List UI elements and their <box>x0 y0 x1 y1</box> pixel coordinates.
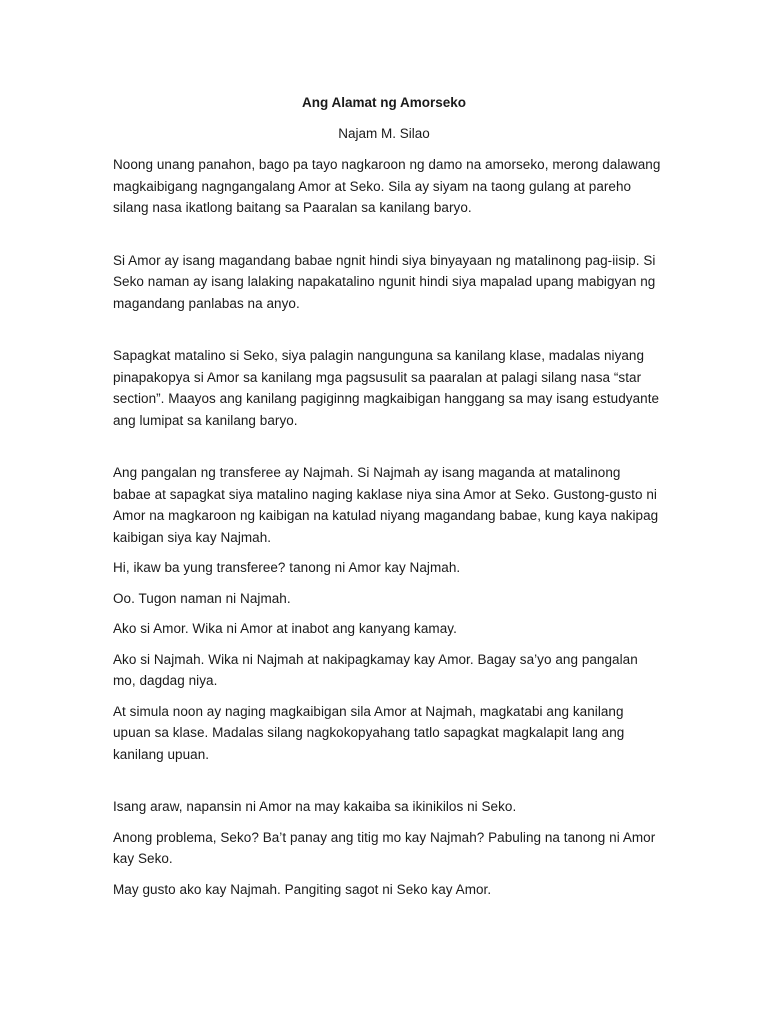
paragraph: Sapagkat matalino si Seko, siya palagin nangunguna sa kanilang klase, madalas niyang pinapakopya si Amor sa kanilang mga pagsusulit sa paaralan at palagi silang nasa “star section”. Maayos ang kanilang pagiginng magkaibigan hanggang sa may isang estudyante ang lumipat sa kanilang baryo. <box>113 348 660 428</box>
dialogue-line: Hi, ikaw ba yung transferee? tanong ni Amor kay Najmah. <box>113 560 461 575</box>
paragraph: Noong unang panahon, bago pa tayo nagkaroon ng damo na amorseko, merong dalawang magkaibigang nagngangalang Amor at Seko. Sila ay siyam na taong gulang at pareho silang nasa ikatlong baitang sa Paaralan sa kanilang baryo. <box>113 157 661 215</box>
document-body <box>113 154 661 900</box>
dialogue-line: May gusto ako kay Najmah. Pangiting sagot ni Seko kay Amor. <box>113 881 492 897</box>
document-title: Ang Alamat ng Amorseko <box>301 95 467 110</box>
dialogue-line: Anong problema, Seko? Ba’t panay ang titig mo kay Najmah? Pabuling na tanong ni Amor kay Seko. <box>113 829 656 866</box>
paragraph: Isang araw, napansin ni Amor na may kakaiba sa ikinikilos ni Seko. <box>113 799 517 814</box>
dialogue-line: Ako si Najmah. Wika ni Najmah at nakipagkamay kay Amor. Bagay sa’yo ang pangalan mo, dagdag niya. <box>113 651 638 688</box>
paragraph: At simula noon ay naging magkaibigan sila Amor at Najmah, magkatabi ang kanilang upuan sa klase. Madalas silang nagkokopyahang tatlo sapagkat magkalapit lang ang kanilang upuan. <box>113 703 625 762</box>
author-name: Najam M. Silao <box>338 126 430 141</box>
paragraph: Si Amor ay isang magandang babae ngnit hindi siya binyayaan ng matalinong pag-iisip. Si Seko naman ay isang lalaking napakatalino ngunit hindi siya mapalad upang mabigyan ng magandang panlabas na anyo. <box>113 252 656 311</box>
dialogue-line: Oo. Tugon naman ni Najmah. <box>113 590 291 606</box>
dialogue-line: Ako si Amor. Wika ni Amor at inabot ang kanyang kamay. <box>113 621 457 636</box>
paragraph: Ang pangalan ng transferee ay Najmah. Si Najmah ay isang maganda at matalinong babae at sapagkat siya matalino naging kaklase niya sina Amor at Seko. Gustong-gusto ni Amor na magkaroon ng kaibigan na katulad niyang magandang babae, kung kaya nakipag kaibigan siya kay Najmah. <box>113 465 659 545</box>
